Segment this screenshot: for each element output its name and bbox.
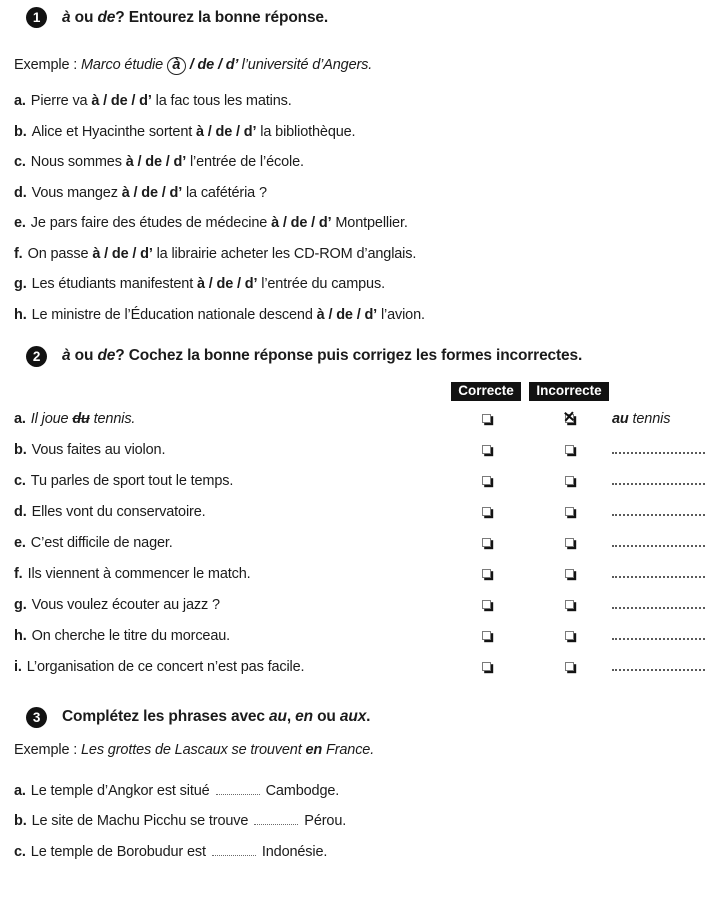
item-letter: e. <box>14 534 26 551</box>
correction-line[interactable] <box>612 599 705 609</box>
exercise-1 <box>0 7 709 325</box>
item-text: Elles vont du conservatoire. <box>31 503 206 520</box>
item-text: l’entrée du campus. <box>257 276 385 292</box>
example-text: Marco étudie <box>81 57 167 73</box>
item-text: Il joue <box>30 410 73 427</box>
item-text: Montpellier. <box>331 215 408 231</box>
table-row <box>14 564 709 584</box>
item-letter: d. <box>14 184 27 201</box>
column-header-correcte: Correcte <box>451 382 521 401</box>
row-sentence <box>14 626 446 646</box>
item-choices[interactable]: à / de / d’ <box>121 184 183 201</box>
answer-blank[interactable] <box>254 815 298 825</box>
row-sentence <box>14 440 446 460</box>
table-row <box>14 657 709 677</box>
item-text: Pérou. <box>304 813 347 829</box>
item-text: Le site de Machu Picchu se trouve <box>31 813 249 829</box>
table-row <box>14 440 709 460</box>
exercise-number-badge: 2 <box>26 346 47 367</box>
item-text: Alice et Hyacinthe sortent <box>31 123 196 140</box>
item-text: On passe <box>27 245 93 262</box>
item-text: l’avion. <box>377 306 425 323</box>
correcte-checkbox[interactable] <box>482 414 491 423</box>
example-label: Exemple : <box>14 57 81 73</box>
answer-blank[interactable] <box>216 785 260 795</box>
item-letter: g. <box>14 596 27 613</box>
item-text: Indonésie. <box>261 843 328 860</box>
correction-line[interactable] <box>612 661 705 671</box>
correction-text <box>612 409 709 429</box>
correcte-checkbox[interactable] <box>482 476 491 485</box>
list-item <box>14 842 709 862</box>
item-text: Cambodge. <box>265 782 340 799</box>
exercise-number-badge: 3 <box>26 707 47 728</box>
exercise-1-example <box>14 55 709 75</box>
item-letter: a. <box>14 410 26 427</box>
list-item <box>14 305 709 325</box>
title-word: ou <box>70 347 98 364</box>
item-choices[interactable]: à / de / d’ <box>92 245 153 262</box>
correcte-checkbox[interactable] <box>482 538 491 547</box>
title-word: . <box>366 708 371 725</box>
table-row <box>14 471 709 491</box>
item-choices[interactable]: à / de / d’ <box>125 154 187 170</box>
exercise-3 <box>0 707 709 862</box>
example-text: l’université d’Angers. <box>241 57 373 73</box>
item-text: Vous mangez <box>31 184 122 201</box>
correcte-checkbox[interactable] <box>482 445 491 454</box>
item-text: Le temple de Borobudur est <box>30 843 206 860</box>
list-item <box>14 213 709 233</box>
item-text: Je pars faire des études de médecine <box>30 215 272 231</box>
item-letter: h. <box>14 306 27 323</box>
item-text: la librairie acheter les CD-ROM d’anglais. <box>152 245 417 262</box>
title-word: de <box>97 8 116 26</box>
list-item <box>14 122 709 142</box>
item-text: tennis. <box>89 410 136 427</box>
table-row <box>14 595 709 615</box>
item-letter: i. <box>14 658 22 675</box>
list-item <box>14 781 709 801</box>
correction-line[interactable] <box>612 475 705 485</box>
incorrecte-checkbox[interactable] <box>565 414 574 423</box>
circled-answer: à <box>167 57 186 75</box>
row-sentence <box>14 657 446 677</box>
title-word: , <box>286 708 296 725</box>
row-sentence <box>14 502 446 522</box>
incorrecte-checkbox[interactable] <box>565 445 574 454</box>
correction-word: tennis <box>628 410 671 427</box>
correction-line[interactable] <box>612 444 705 454</box>
exercise-1-title-text <box>62 9 328 27</box>
exercise-3-example <box>14 740 709 760</box>
exercise-2 <box>0 346 709 677</box>
item-text: C’est difficile de nager. <box>30 534 173 551</box>
title-word: en <box>295 708 313 725</box>
table-row <box>14 502 709 522</box>
title-word: ou <box>70 8 98 26</box>
exercise-number-badge: 1 <box>26 7 47 28</box>
title-word: à <box>62 347 71 364</box>
correction-line[interactable] <box>612 568 705 578</box>
item-choices[interactable]: à / de / d’ <box>196 123 257 140</box>
row-sentence <box>14 409 446 429</box>
exercise-3-items <box>14 781 709 862</box>
title-word: ou <box>312 708 340 725</box>
list-item <box>14 152 709 172</box>
incorrecte-checkbox[interactable] <box>565 476 574 485</box>
correction-word: au <box>612 410 629 427</box>
item-text: Tu parles de sport tout le temps. <box>30 472 234 489</box>
row-sentence <box>14 564 446 584</box>
exercise-3-title <box>14 707 709 728</box>
correcte-checkbox[interactable] <box>482 662 491 671</box>
item-text: Ils viennent à commencer le match. <box>27 565 251 582</box>
item-letter: f. <box>14 245 23 262</box>
item-letter: a. <box>14 782 26 799</box>
item-choices[interactable]: à / de / d’ <box>271 215 332 231</box>
item-text: Nous sommes <box>30 154 126 170</box>
item-choices[interactable]: à / de / d’ <box>91 93 152 109</box>
item-letter: f. <box>14 565 23 582</box>
item-text: Le temple d’Angkor est situé <box>30 782 210 799</box>
correction-line[interactable] <box>612 537 705 547</box>
correction-line[interactable] <box>612 630 705 640</box>
item-text: Vous faites au violon. <box>31 441 166 458</box>
correcte-checkbox[interactable] <box>482 569 491 578</box>
answer-blank[interactable] <box>212 846 256 856</box>
row-sentence <box>14 595 446 615</box>
exercise-2-title-text <box>62 347 582 365</box>
item-text: Vous voulez écouter au jazz ? <box>31 596 220 613</box>
list-item <box>14 244 709 264</box>
incorrecte-checkbox[interactable] <box>565 507 574 516</box>
correction-line[interactable] <box>612 506 705 516</box>
title-word: de <box>97 347 116 364</box>
title-word: ? Cochez la bonne réponse puis corrigez les formes incorrectes. <box>115 347 583 364</box>
item-letter: b. <box>14 441 27 458</box>
column-header-incorrecte: Incorrecte <box>529 382 608 401</box>
row-sentence <box>14 533 446 553</box>
incorrecte-checkbox[interactable] <box>565 600 574 609</box>
column-headers <box>14 382 709 401</box>
item-letter: d. <box>14 503 27 520</box>
correcte-checkbox[interactable] <box>482 507 491 516</box>
incorrecte-checkbox[interactable] <box>565 569 574 578</box>
exercise-2-title <box>14 346 709 367</box>
item-text: On cherche le titre du morceau. <box>31 627 231 644</box>
correcte-checkbox[interactable] <box>482 631 491 640</box>
item-letter: a. <box>14 93 26 109</box>
item-text: l’entrée de l’école. <box>186 154 304 170</box>
item-letter: c. <box>14 154 26 170</box>
list-item <box>14 91 709 111</box>
item-letter: e. <box>14 215 26 231</box>
exercise-1-title <box>14 7 709 28</box>
table-row <box>14 626 709 646</box>
item-choices[interactable]: à / de / d’ <box>196 276 258 292</box>
struck-word: du <box>72 410 90 427</box>
exercise-3-title-text <box>62 708 370 726</box>
example-text: Les grottes de Lascaux se trouvent <box>81 741 306 758</box>
incorrecte-checkbox[interactable] <box>565 662 574 671</box>
title-word: aux <box>339 708 367 725</box>
item-letter: h. <box>14 627 27 644</box>
item-letter: b. <box>14 813 27 829</box>
item-letter: b. <box>14 123 27 140</box>
incorrecte-checkbox[interactable] <box>565 538 574 547</box>
item-letter: c. <box>14 843 26 860</box>
exercise-1-items <box>14 91 709 325</box>
example-answer: en <box>305 741 323 758</box>
row-sentence <box>14 471 446 491</box>
item-text: la cafétéria ? <box>182 184 267 201</box>
item-text: Le ministre de l’Éducation nationale descend <box>31 306 317 323</box>
table-row <box>14 533 709 553</box>
list-item <box>14 274 709 294</box>
item-text: Les étudiants manifestent <box>31 276 197 292</box>
table-row <box>14 409 709 429</box>
list-item <box>14 811 709 831</box>
item-letter: c. <box>14 472 26 489</box>
item-text: la fac tous les matins. <box>151 93 292 109</box>
title-word: au <box>269 708 287 725</box>
title-word: à <box>62 8 71 26</box>
correcte-checkbox[interactable] <box>482 600 491 609</box>
example-label: Exemple : <box>14 741 81 758</box>
item-text: la bibliothèque. <box>256 123 356 140</box>
example-choices: / de / d’ <box>185 57 242 73</box>
item-choices[interactable]: à / de / d’ <box>316 306 378 323</box>
item-text: L’organisation de ce concert n’est pas facile. <box>26 658 305 675</box>
item-text: Pierre va <box>30 93 92 109</box>
item-letter: g. <box>14 276 27 292</box>
exercise-2-rows <box>14 409 709 677</box>
incorrecte-checkbox[interactable] <box>565 631 574 640</box>
list-item <box>14 183 709 203</box>
title-word: ? Entourez la bonne réponse. <box>115 8 329 26</box>
title-word: Complétez les phrases avec <box>62 708 270 725</box>
example-text: France. <box>322 741 375 758</box>
